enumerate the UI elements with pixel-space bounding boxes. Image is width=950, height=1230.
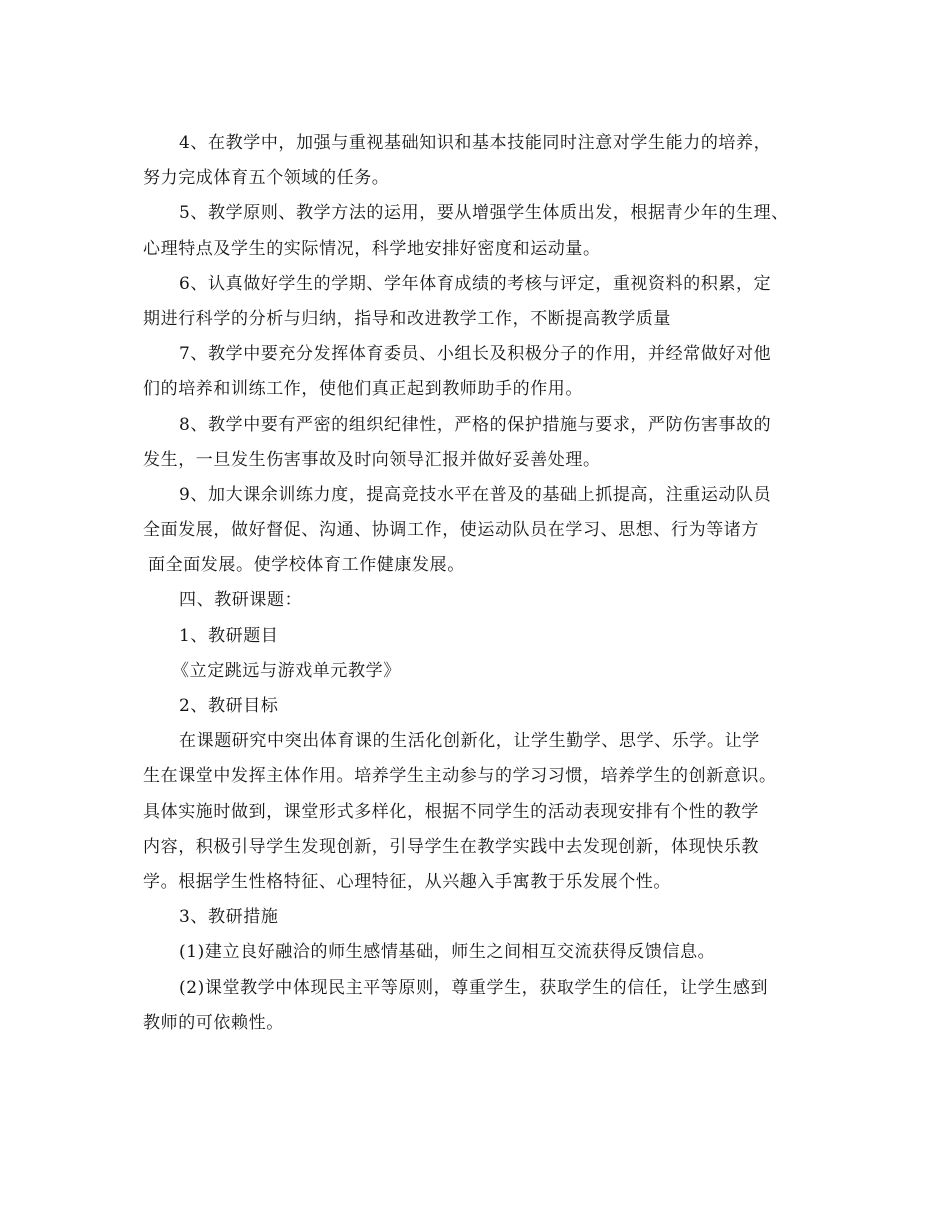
section-heading: 四、教研课题： [179, 590, 303, 611]
item-6-line-1: 6、认真做好学生的学期、学年体育成绩的考核与评定，重视资料的积累，定 [179, 273, 772, 294]
item-8-line-1: 8、教学中要有严密的组织纪律性，严格的保护措施与要求，严防伤害事故的 [179, 414, 772, 435]
goal-line-3: 具体实施时做到，课堂形式多样化，根据不同学生的活动表现安排有个性的教学 [143, 801, 759, 822]
subheading-goal: 2、教研目标 [179, 696, 279, 716]
item-9-line-3: 面全面发展。使学校体育工作健康发展。 [148, 555, 465, 576]
goal-line-4: 内容，积极引导学生发现创新，引导学生在教学实践中去发现创新，体现快乐教 [143, 836, 759, 857]
document-body [143, 126, 813, 1041]
goal-line-5: 学。根据学生性格特征、心理特征，从兴趣入手寓教于乐发展个性。 [143, 871, 671, 892]
item-5-line-1: 5、教学原则、教学方法的运用，要从增强学生体质出发，根据青少年的生理、 [179, 203, 789, 224]
item-8-line-2: 发生，一旦发生伤害事故及时向领导汇报并做好妥善处理。 [143, 449, 601, 470]
goal-line-2: 生在课堂中发挥主体作用。培养学生主动参与的学习习惯，培养学生的创新意识。 [143, 766, 777, 787]
goal-line-1: 在课题研究中突出体育课的生活化创新化，让学生勤学、思学、乐学。让学 [179, 731, 760, 752]
subheading-topic: 1、教研题目 [179, 625, 279, 646]
measure-2-line-2: 教师的可依赖性。 [143, 1012, 284, 1033]
measure-2-line-1: (2)课堂教学中体现民主平等原则，尊重学生，获取学生的信任，让学生感到 [179, 977, 769, 998]
item-4-line-2: 努力完成体育五个领域的任务。 [143, 168, 390, 189]
item-5-line-2: 心理特点及学生的实际情况，科学地安排好密度和运动量。 [143, 238, 601, 259]
item-9-line-2: 全面发展，做好督促、沟通、协调工作，使运动队员在学习、思想、行为等诸方 [143, 520, 759, 541]
subheading-measures: 3、教研措施 [179, 907, 279, 928]
item-7-line-2: 们的培养和训练工作，使他们真正起到教师助手的作用。 [143, 379, 583, 400]
measure-1: (1)建立良好融洽的师生感情基础，师生之间相互交流获得反馈信息。 [179, 942, 716, 963]
item-9-line-1: 9、加大课余训练力度，提高竞技水平在普及的基础上抓提高，注重运动队员 [179, 484, 772, 505]
item-6-line-2: 期进行科学的分析与归纳，指导和改进教学工作，不断提高教学质量 [143, 308, 671, 329]
topic-title: 《立定跳远与游戏单元教学》 [172, 660, 401, 681]
item-7-line-1: 7、教学中要充分发挥体育委员、小组长及积极分子的作用，并经常做好对他 [179, 344, 772, 365]
item-4-line-1: 4、在教学中，加强与重视基础知识和基本技能同时注意对学生能力的培养， [179, 133, 772, 153]
